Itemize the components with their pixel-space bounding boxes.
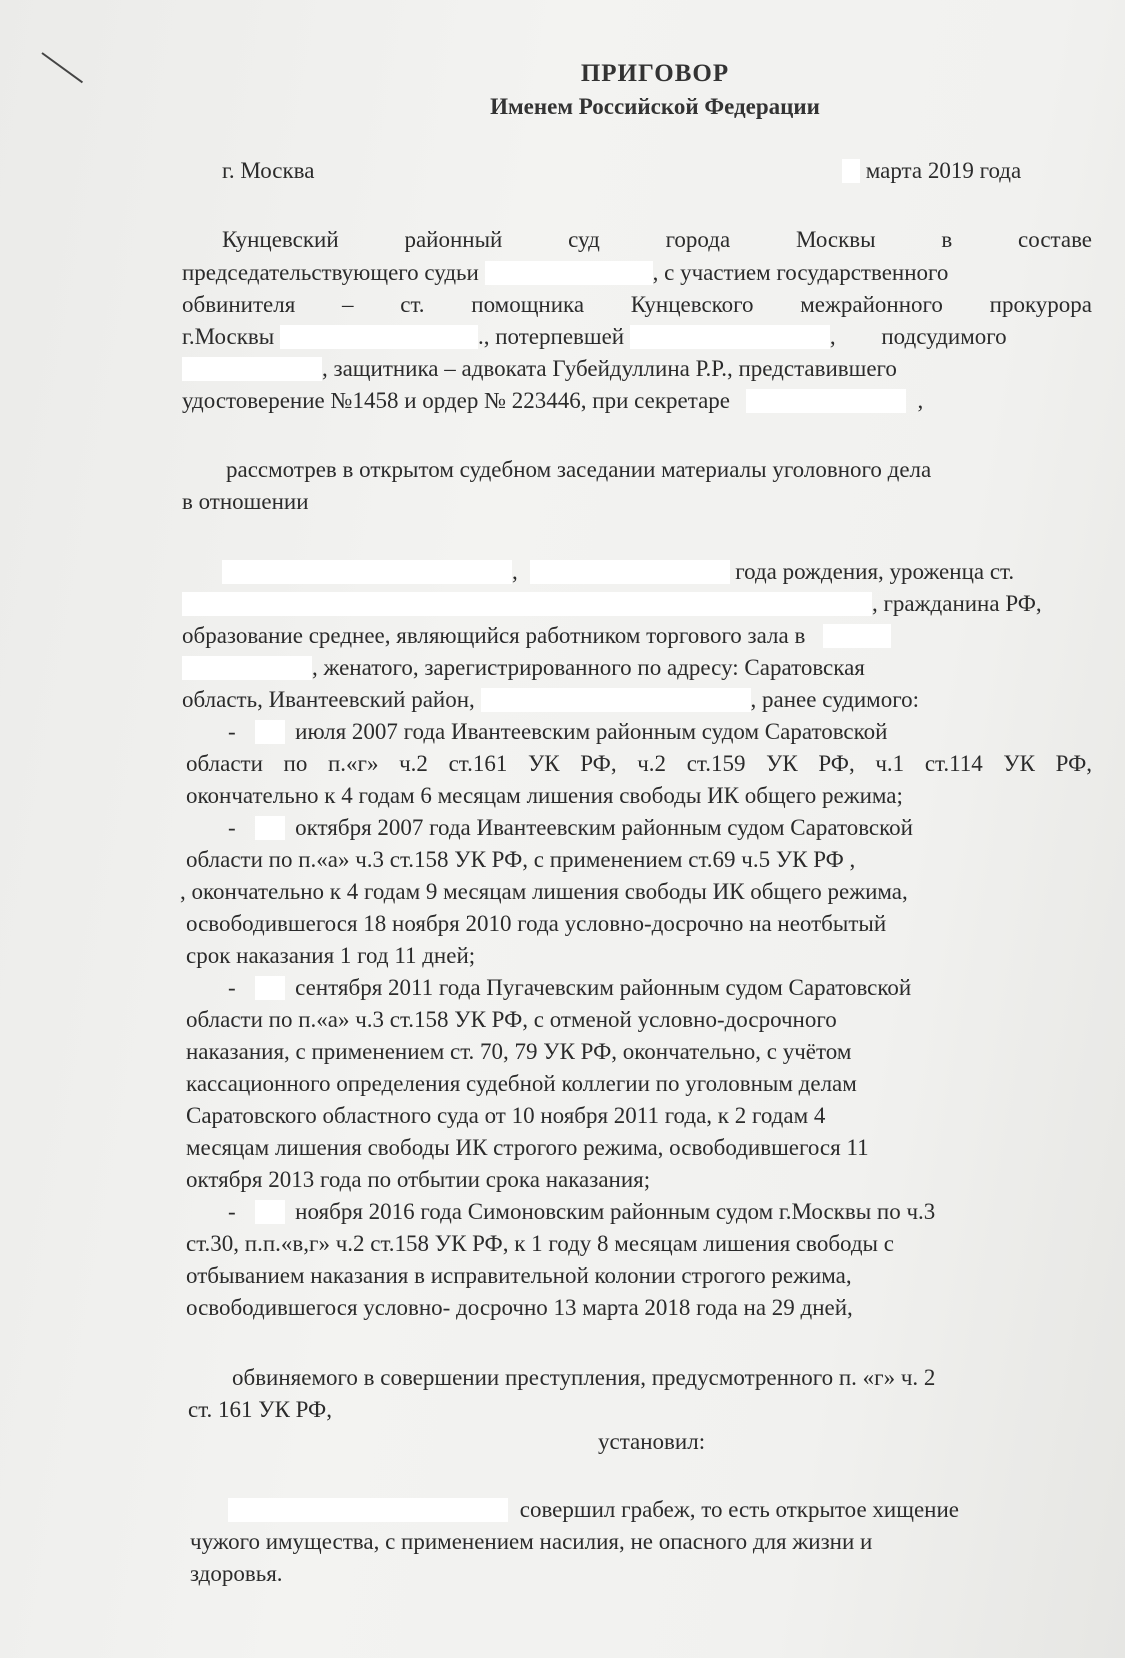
finding-line-3: здоровья. [190, 1561, 283, 1586]
conviction-3-line-3: наказания, с применением ст. 70, 79 УК РФ, окончательно, с учётом [186, 1039, 852, 1064]
date-text: марта 2019 года [865, 158, 1022, 183]
intro-end-comma: , [917, 388, 924, 413]
defendant-address-label: , женатого, зарегистрированного по адресу: Саратовская [312, 655, 865, 680]
charge-line-2: ст. 161 УК РФ, [188, 1397, 332, 1422]
conviction-text: июля 2007 года Ивантеевским районным судом Саратовской [295, 719, 888, 744]
conviction-4-line-1 [228, 1197, 935, 1227]
conviction-2-line-1 [228, 813, 913, 843]
intro-line-5 [182, 354, 897, 384]
charge-line-1: обвиняемого в совершении преступления, предусмотренного п. «г» ч. 2 [232, 1365, 936, 1390]
conviction-3-line-1 [228, 973, 911, 1003]
redacted-day [842, 159, 860, 183]
intro-prosecutor-label: , с участием государственного [652, 260, 949, 285]
city: г. Москва [222, 158, 315, 183]
intro-judge-label: председательствующего судьи [182, 260, 479, 285]
conviction-1-line-1 [228, 717, 887, 747]
conviction-4-line-2: ст.30, п.п.«в,г» ч.2 ст.158 УК РФ, к 1 году 8 месяцам лишения свободы с [186, 1231, 894, 1256]
dash: - [228, 719, 236, 744]
intro-victim-label: ., потерпевшей [478, 324, 625, 349]
intro-defense-label: , защитника – адвоката Губейдуллина Р.Р., представившего [322, 356, 897, 381]
intro-secretary-label: удостоверение №1458 и ордер № 223446, при секретаре [182, 388, 731, 413]
defendant-citizenship: , гражданина РФ, [872, 591, 1042, 616]
conviction-2-line-5: срок наказания 1 год 11 дней; [186, 943, 476, 968]
defendant-line-5 [182, 685, 919, 715]
redacted-employer [823, 624, 891, 648]
defendant-region: область, Ивантеевский район, [182, 687, 475, 712]
redacted-day [255, 816, 285, 840]
conviction-3-line-2: области по п.«а» ч.3 ст.158 УК РФ, с отменой условно-досрочного [186, 1007, 837, 1032]
redacted-defendant-name [222, 560, 512, 584]
dash: - [228, 815, 236, 840]
intro-line-3: обвинителя – ст. помощника Кунцевского межрайонного прокурора [182, 292, 1092, 317]
conviction-text: ноября 2016 года Симоновским районным судом г.Москвы по ч.3 [295, 1199, 936, 1224]
redacted-address [481, 688, 751, 712]
date-line [842, 156, 1021, 186]
conviction-1-line-3: окончательно к 4 годам 6 месяцам лишения свободы ИК общего режима; [186, 783, 903, 808]
conviction-text: сентября 2011 года Пугачевским районным судом Саратовской [295, 975, 912, 1000]
redacted-birthdate [530, 560, 730, 584]
redacted-day [255, 976, 285, 1000]
redacted-birthplace [182, 592, 872, 616]
defendant-education: образование среднее, являющийся работником торгового зала в [182, 623, 806, 648]
established-heading: установил: [598, 1429, 706, 1454]
redacted-defendant-name [228, 1498, 508, 1522]
redacted-day [255, 720, 285, 744]
conviction-2-line-4: освободившегося 18 ноября 2010 года условно-досрочно на неотбытый [186, 911, 887, 936]
defendant-prior: , ранее судимого: [750, 687, 919, 712]
defendant-line-2 [182, 589, 1042, 619]
finding-line-1 [228, 1495, 959, 1525]
defendant-birth-label: года рождения, уроженца ст. [735, 559, 1015, 584]
redacted-day [255, 1200, 285, 1224]
intro-defendant-label: подсудимого [881, 324, 1007, 349]
conviction-4-line-3: отбыванием наказания в исправительной колонии строгого режима, [186, 1263, 852, 1288]
dash: - [228, 975, 236, 1000]
finding-line-2: чужого имущества, с применением насилия, не опасного для жизни и [190, 1529, 873, 1554]
conviction-4-line-4: освободившегося условно- досрочно 13 марта 2018 года на 29 дней, [186, 1295, 853, 1320]
redacted-employer-2 [182, 656, 312, 680]
conviction-3-line-6: месяцам лишения свободы ИК строгого режима, освободившегося 11 [186, 1135, 869, 1160]
conviction-2-line-3: , окончательно к 4 годам 9 месяцам лишения свободы ИК общего режима, [180, 879, 908, 904]
intro-city-label: г.Москвы [182, 324, 275, 349]
document-title: ПРИГОВОР [580, 60, 730, 87]
redacted-judge [485, 261, 653, 285]
redacted-victim [630, 325, 830, 349]
conviction-text: октября 2007 года Ивантеевским районным судом Саратовской [295, 815, 913, 840]
dash: - [228, 1199, 236, 1224]
conviction-1-line-2: области по п.«г» ч.2 ст.161 УК РФ, ч.2 ст.159 УК РФ, ч.1 ст.114 УК РФ, [186, 751, 1092, 776]
document-subtitle: Именем Российской Федерации [490, 94, 820, 119]
redacted-defendant [182, 357, 322, 381]
redacted-secretary [746, 389, 906, 413]
conviction-3-line-4: кассационного определения судебной коллегии по уголовным делам [186, 1071, 857, 1096]
intro-line-6 [182, 386, 923, 416]
intro-line-4 [182, 322, 1007, 352]
intro-comma: , [829, 324, 836, 349]
conviction-2-line-2: области по п.«а» ч.3 ст.158 УК РФ, с применением ст.69 ч.5 УК РФ , [186, 847, 856, 872]
defendant-comma: , [512, 559, 518, 584]
intro-line-2 [182, 258, 948, 288]
conviction-3-line-7: октября 2013 года по отбытии срока наказания; [186, 1167, 651, 1192]
redacted-prosecutor [280, 325, 478, 349]
defendant-line-3 [182, 621, 891, 651]
finding-text: совершил грабеж, то есть открытое хищение [519, 1497, 959, 1522]
review-line-1: рассмотрев в открытом судебном заседании материалы уголовного дела [226, 457, 932, 482]
conviction-3-line-5: Саратовского областного суда от 10 ноября 2011 года, к 2 годам 4 [186, 1103, 826, 1128]
defendant-line-4 [182, 653, 865, 683]
defendant-line-1 [222, 557, 1014, 587]
intro-line-1: Кунцевский районный суд города Москвы в составе [222, 227, 1092, 252]
review-line-2: в отношении [182, 489, 309, 514]
